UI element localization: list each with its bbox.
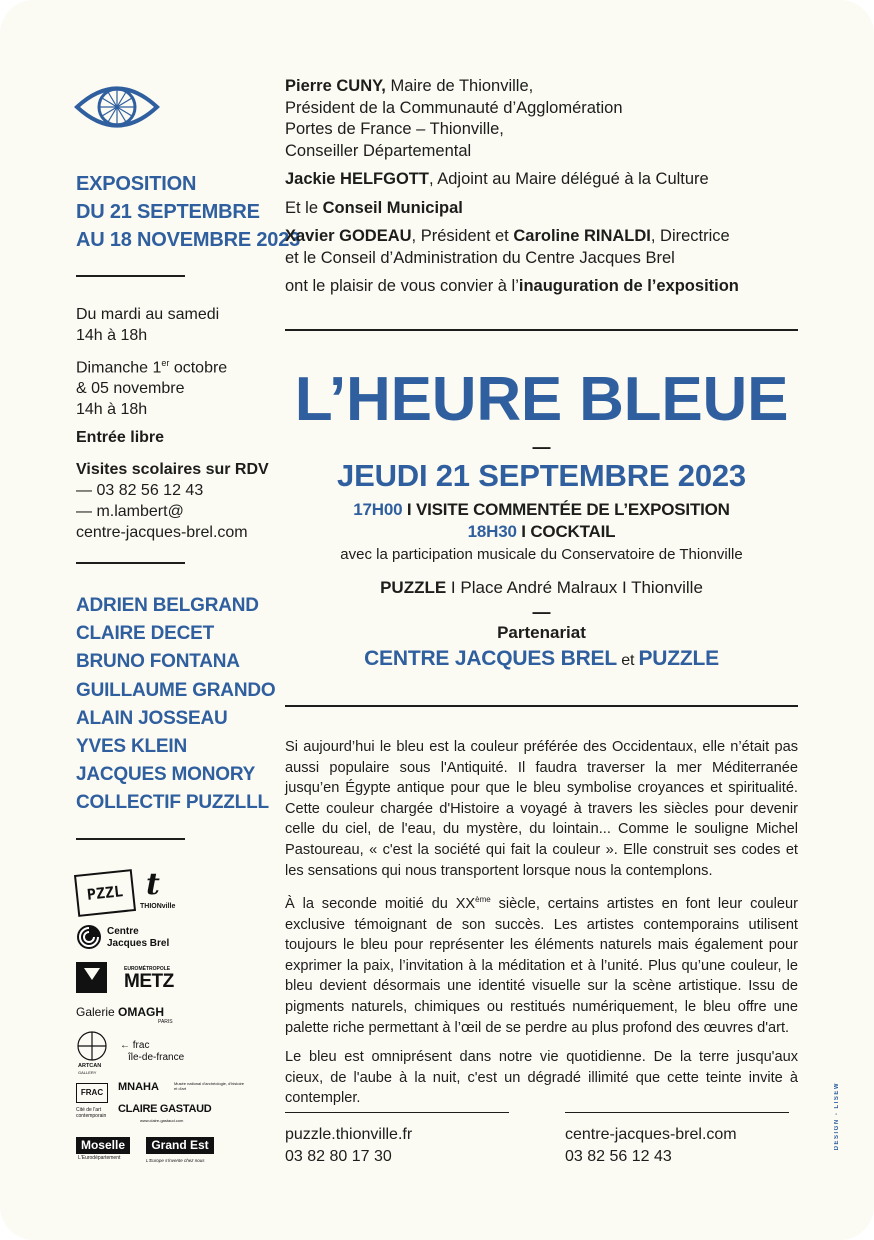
venue-dash: — — [532, 602, 551, 622]
title-dash: — — [532, 437, 551, 457]
claire-gastaud-logo: CLAIRE GASTAUD — [118, 1103, 212, 1115]
event-programme — [285, 499, 798, 543]
host-name: Caroline RINALDI — [513, 227, 651, 245]
design-credit: DESIGN - LISEW — [834, 1082, 840, 1151]
hours-sunday-2: & 05 novembre — [76, 380, 185, 398]
puzzle-logo: PZZL — [74, 869, 136, 917]
exposition-dates — [76, 170, 300, 254]
cjb-line-2: Jacques Brel — [107, 938, 170, 949]
divider — [76, 562, 185, 564]
divider — [285, 705, 798, 707]
claire-gastaud-sub: www.claire-gastaud.com — [140, 1118, 184, 1123]
divider — [285, 1112, 509, 1113]
time-1: 17H00 — [353, 500, 403, 519]
divider — [76, 275, 185, 277]
description-paragraph-2 — [285, 890, 798, 1038]
galerie-omagh-logo — [76, 1005, 164, 1019]
hours-time: 14h à 18h — [76, 327, 148, 344]
mnaha-logo: MNAHA — [118, 1081, 159, 1093]
metz-logo: METZ — [124, 971, 174, 992]
p2-rest: siècle, certains artistes en font leur couleur exclusive témoignant de son succès. Les artistes contemporains utilisent toujours le bleu pour représenter les éléments naturels mais également pour exprimer la paix, l’invitation à la méditation et à l’unité. Plus qu’une couleur, le bleu devient désormais une identité visuelle sur la scène artistique. Issu de pigments naturels, chimiques ou restitués numériquement, le bleu offre une palette riche permettant à l’œil de se perdre au plus profond des œuvres d'art. — [285, 896, 798, 1036]
hours-days: Du mardi au samedi — [76, 306, 220, 323]
artcan-icon — [76, 1030, 108, 1062]
exposition-start: DU 21 SEPTEMBRE — [76, 201, 260, 223]
artist-name: CLAIRE DECET — [76, 623, 214, 645]
partner-et: et — [617, 652, 639, 669]
exhibition-description — [285, 737, 798, 1118]
description-paragraph-3: Le bleu est omniprésent dans notre vie quotidienne. De la terre jusqu'aux cieux, de l'aube à la nuit, c'est un dégradé illimité que cette teinte invite à contempler. — [285, 1049, 798, 1107]
eye-icon — [74, 76, 160, 138]
galerie-label: Galerie — [76, 1005, 119, 1019]
artcan-label: ARTCAN — [78, 1063, 102, 1069]
cjb-contact — [565, 1124, 737, 1168]
programme-2: COCKTAIL — [530, 522, 616, 541]
p2-start: À la seconde moitié du XX — [285, 896, 476, 913]
opening-hours — [76, 304, 269, 543]
eurometropole-label: EUROMÉTROPOLE — [124, 966, 171, 972]
venue-name: PUZZLE — [380, 578, 447, 597]
school-email-domain[interactable]: centre-jacques-brel.com — [76, 524, 248, 542]
partnership-label: Partenariat — [497, 623, 586, 642]
host-role-4: Conseiller Départemental — [285, 141, 472, 160]
hours-sunday-sup: er — [161, 358, 170, 368]
hours-sunday-month: octobre — [169, 359, 228, 377]
omagh-label: OMAGH — [118, 1005, 165, 1019]
free-entry: Entrée libre — [76, 429, 165, 447]
host-role: Maire de Thionville, — [385, 77, 534, 95]
host-role: , Président et — [411, 227, 514, 245]
thionville-logo-text: THIONville — [140, 903, 176, 910]
grand-est-sub: L'Europe s'invente chez nous — [146, 1158, 205, 1163]
invite-text-bold: inauguration de l’exposition — [518, 277, 739, 295]
centre-jacques-brel-icon — [76, 924, 102, 950]
description-paragraph-1: Si aujourd’hui le bleu est la couleur préférée des Occidentaux, elle n’était pas aussi populaire sous l'Antiquité. Il faudra traverser la mer Méditerranée jusqu’en Égypte antique pour que le bleu symbolise croyances et spiritualité. Cette couleur chargée d'Histoire a voyagé à travers les siècles pour devenir celle du ciel, de l'eau, du mystère, du lointain... Comme le souligne Michel Pastoureau, « c'est la société qui fait la couleur ». Elle construit ses codes et les sensations qui nous transportent lorsque nous la contemplons. — [285, 739, 798, 879]
school-phone[interactable]: — 03 82 56 12 43 — [76, 482, 204, 500]
cjb-url[interactable]: centre-jacques-brel.com — [565, 1126, 737, 1143]
puzzle-url[interactable]: puzzle.thionville.fr — [285, 1126, 413, 1143]
divider — [285, 329, 798, 331]
galerie-paris: PARIS — [158, 1019, 173, 1025]
time-2: 18H30 — [467, 522, 517, 541]
mnaha-sub: Musée national d'archéologie, d'histoire et d'art — [174, 1081, 245, 1091]
cjb-phone[interactable]: 03 82 56 12 43 — [565, 1148, 672, 1165]
frac-logo — [120, 1040, 184, 1064]
host-prefix: Et le — [285, 198, 323, 217]
programme-1: VISITE COMMENTÉE DE L’EXPOSITION — [415, 500, 730, 519]
partners — [285, 645, 798, 675]
centre-jacques-brel-logo — [107, 926, 169, 950]
artist-name: YVES KLEIN — [76, 736, 187, 758]
grand-est-logo: Grand Est — [146, 1137, 214, 1154]
host-name: Xavier GODEAU — [285, 227, 412, 245]
frac-line-1: ← frac — [120, 1040, 150, 1051]
venue-address: I Place André Malraux I Thionville — [446, 578, 703, 597]
puzzle-phone[interactable]: 03 82 80 17 30 — [285, 1148, 392, 1165]
exposition-end: AU 18 NOVEMBRE 2023 — [76, 229, 301, 251]
artist-name: ALAIN JOSSEAU — [76, 707, 228, 729]
artist-name: JACQUES MONORY — [76, 764, 256, 786]
artist-name: BRUNO FONTANA — [76, 651, 240, 673]
host-name: Pierre CUNY, — [285, 77, 386, 95]
hours-time-2: 14h à 18h — [76, 401, 148, 419]
cite-art-logo: Cité de l'art contemporain — [76, 1107, 107, 1119]
cjb-line-1: Centre — [107, 926, 139, 937]
host-role-2: et le Conseil d’Administration du Centre Jacques Brel — [285, 248, 675, 267]
invitation-hosts — [285, 76, 805, 305]
host-name: Jackie HELFGOTT — [285, 170, 429, 188]
host-name: Conseil Municipal — [322, 198, 463, 217]
host-role: , Directrice — [650, 227, 730, 245]
host-role-3: Portes de France – Thionville, — [285, 120, 504, 138]
puzzle-contact — [285, 1124, 412, 1168]
music-note: avec la participation musicale du Conservatoire de Thionville — [340, 546, 743, 563]
artist-name: ADRIEN BELGRAND — [76, 595, 259, 616]
host-role-2: Président de la Communauté d’Agglomération — [285, 98, 623, 117]
divider — [76, 838, 185, 840]
artist-list — [76, 592, 275, 818]
artist-name: COLLECTIF PUZZLLL — [76, 792, 269, 814]
frac-line-2: île-de-france — [128, 1052, 185, 1063]
hours-sunday: Dimanche 1 — [76, 359, 162, 377]
p2-sup: ème — [475, 895, 491, 905]
frac-box-logo: FRAC — [76, 1083, 108, 1103]
exposition-label: EXPOSITION — [76, 173, 197, 195]
partner-cjb: CENTRE JACQUES BREL — [364, 647, 617, 670]
moselle-logo: Moselle — [76, 1137, 130, 1154]
exhibition-title: L’HEURE BLEUE — [294, 365, 789, 434]
musee-logo — [76, 962, 107, 993]
school-email[interactable]: — m.lambert@ — [76, 503, 184, 521]
invite-text: ont le plaisir de vous convier à l’ — [285, 277, 519, 295]
artcan-sub: GALLERY — [78, 1070, 97, 1075]
host-role: , Adjoint au Maire délégué à la Culture — [428, 170, 709, 188]
school-visits: Visites scolaires sur RDV — [76, 461, 269, 479]
event-date: JEUDI 21 SEPTEMBRE 2023 — [337, 458, 746, 493]
thionville-logo-mark: t — [146, 867, 160, 902]
separator: I — [402, 500, 416, 519]
moselle-sub: L'Eurodépartement — [78, 1155, 121, 1161]
separator: I — [516, 522, 531, 541]
divider — [565, 1112, 789, 1113]
event-venue — [285, 577, 798, 599]
partner-puzzle: PUZZLE — [638, 647, 719, 670]
artist-name: GUILLAUME GRANDO — [76, 679, 276, 701]
